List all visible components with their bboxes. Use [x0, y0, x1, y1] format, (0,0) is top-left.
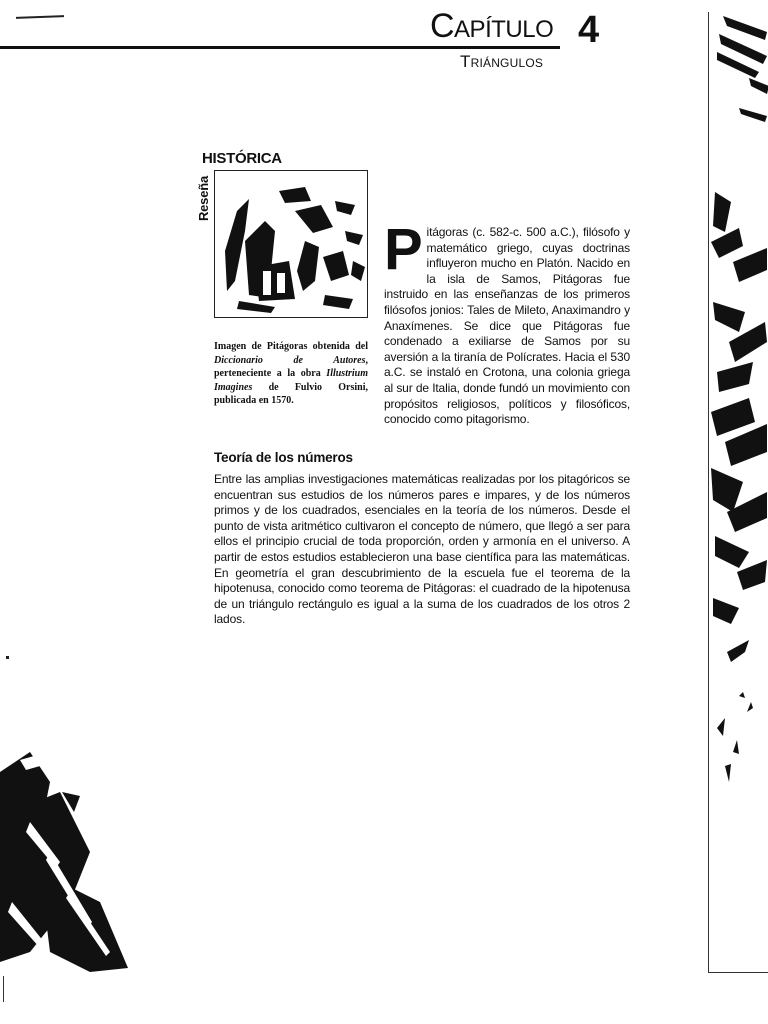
caption-part-2: , perteneciente a la obra: [214, 354, 368, 379]
header-rule: [0, 46, 560, 49]
chapter-subtitle: Triángulos: [460, 52, 544, 71]
margin-line: [3, 976, 4, 1002]
chapter-number: 4: [578, 9, 600, 51]
caption-italic-1: Diccionario de Autores: [214, 354, 366, 366]
portrait-caption: [214, 340, 368, 408]
section-heading: Teoría de los números: [214, 450, 353, 465]
decorative-brush-strip: [708, 12, 768, 973]
intro-text: itágoras (c. 582-c. 500 a.C.), filósofo y matemático griego, cuyas doctrinas influyeron mucho en Platón. Nacido en la isla de Samos, Pitágoras fue instruido en las enseñanzas de los primeros filósofos jonios: Tales de Mileto, Anaximandro y Anaxímenes. Se dice que Pitágoras fue condenado a exiliarse de Samos por su aversión a la tiranía de Polícrates. Hacia el 530 a.C. se instaló en Crotona, una colonia griega al sur de Italia, donde fundó un movimiento con propósitos religiosos, políticos y filosóficos, conocido como pitagorismo.: [384, 225, 630, 427]
section-label-resena-wrap: [194, 170, 214, 226]
section-label-historica: HISTÓRICA: [202, 150, 282, 167]
section-label-resena: Reseña: [196, 175, 212, 221]
pythagoras-portrait-image: [214, 170, 368, 318]
caption-part-3: de Fulvio Orsini, publicada en 1570.: [214, 381, 368, 406]
chapter-label: Capítulo: [430, 7, 554, 45]
drop-cap: P: [384, 217, 423, 282]
margin-dot: [6, 656, 9, 659]
caption-part-1: Imagen de Pitágoras obtenida del: [214, 341, 368, 352]
brush-corner-art: [0, 752, 132, 976]
portrait-illustration: [215, 171, 367, 317]
section-body: Entre las amplias investigaciones matemáticas realizadas por los pitagóricos se encuentran sus estudios de los números pares e impares, y de los números primos y de los cuadrados, esenciales en la teoría de los números. Desde el punto de vista aritmético cultivaron el concepto de número, que llegó a ser para ellos el principio crucial de toda proporción, orden y armonía en el universo. A partir de estos estudios establecieron una base científica para las matemáticas. En geometría el gran descubrimiento de la escuela fue el teorema de la hipotenusa, conocido como teorema de Pitágoras: el cuadrado de la hipotenusa de un triángulo rectángulo es igual a la suma de los cuadrados de los otros 2 lados.: [214, 472, 630, 627]
decorative-brush-corner: [0, 752, 132, 976]
brush-strokes-art: [709, 12, 768, 972]
corner-mark: [16, 15, 64, 19]
intro-paragraph: [384, 217, 630, 428]
caption-italic-2: Illustrium Imagines: [214, 368, 368, 393]
